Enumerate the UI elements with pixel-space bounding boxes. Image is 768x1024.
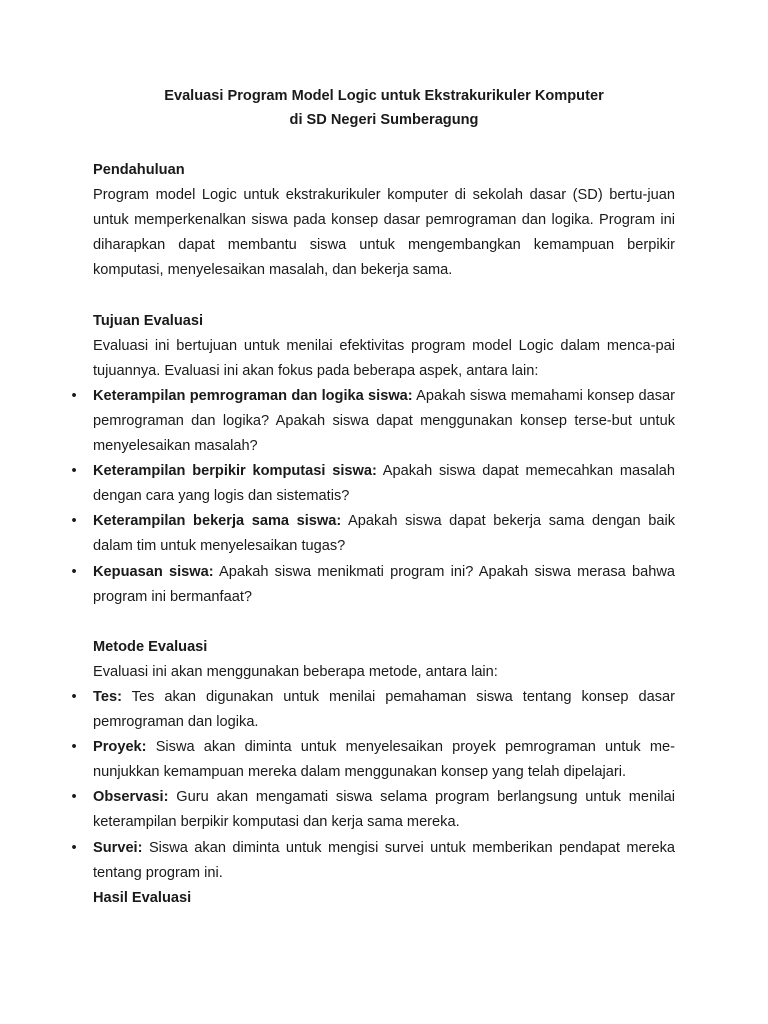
section-heading-hasil: Hasil Evaluasi [93,889,192,906]
list-item [71,384,676,459]
item-label: Kepuasan siswa: [93,563,214,580]
section-heading-tujuan: Tujuan Evaluasi [93,312,204,329]
item-label: Tes: [93,688,122,705]
spacer [93,610,675,635]
bullet-icon: • [71,739,77,756]
list-item [71,560,676,610]
bullet-icon: • [71,463,77,480]
list-item [71,459,675,509]
list-item [71,785,675,835]
list-item [71,836,675,886]
bullet-icon: • [71,563,77,580]
bullet-icon: • [71,839,77,856]
metode-bullet-list [71,685,675,886]
item-label: Keterampilan bekerja sama siswa: [93,513,342,530]
item-text: Tes akan digunakan untuk menilai pemahaman siswa tentang konsep dasar pemrograman dan logika. [93,688,675,731]
spacer [93,283,675,308]
paragraph-tujuan: Evaluasi ini bertujuan untuk menilai efektivitas program model Logic dalam menca-pai tujuannya. Evaluasi ini akan fokus pada beberapa aspek, antara lain: [93,337,675,379]
item-label: Observasi: [93,789,169,806]
item-text: Apakah siswa menikmati program ini? Apakah siswa merasa bahwa program ini bermanfaat? [93,563,676,605]
item-text: Apakah siswa memahami konsep dasar pemrograman dan logika? Apakah siswa dapat menggunakan konsep terse-but untuk menyelesaikan masalah? [93,387,676,455]
section-heading-pendahuluan: Pendahuluan [93,162,185,178]
item-label: Proyek: [93,739,147,756]
list-item [71,685,675,735]
document-title-line2: di SD Negeri Sumberagung [289,112,479,128]
paragraph-pendahuluan: Program model Logic untuk ekstrakurikuler komputer di sekolah dasar (SD) bertu-juan untuk memperkenalkan siswa pada konsep dasar pemrograman dan logika. Program ini diharapkan dapat membantu siswa untuk mengembangkan kemampuan berpikir komputasi, menyelesaikan masalah, dan bekerja sama. [93,187,675,279]
item-text: Apakah siswa dapat memecahkan masalah dengan cara yang logis dan sistematis? [93,463,675,505]
item-text: Guru akan mengamati siswa selama program berlangsung untuk menilai keterampilan berpikir komputasi dan kerja sama mereka. [93,789,675,831]
paragraph-metode: Evaluasi ini akan menggunakan beberapa metode, antara lain: [93,663,498,680]
item-label: Survei: [93,839,143,856]
bullet-icon: • [71,688,77,705]
item-label: Keterampilan berpikir komputasi siswa: [93,463,377,480]
bullet-icon: • [71,513,77,530]
bullet-icon: • [71,789,77,806]
list-item [71,735,675,785]
item-text: Siswa akan diminta untuk menyelesaikan proyek pemrograman untuk me-nunjukkan kemampuan mereka dalam menggunakan konsep yang telah dipelajari. [93,739,675,781]
document-body [71,158,676,911]
item-label: Keterampilan pemrograman dan logika siswa: [93,387,413,404]
tujuan-bullet-list [71,384,676,610]
document-title-line1: Evaluasi Program Model Logic untuk Ekstrakurikuler Komputer [164,88,604,104]
item-text: Siswa akan diminta untuk mengisi survei untuk memberikan pendapat mereka tentang program ini. [93,839,675,881]
bullet-icon: • [71,387,77,404]
section-heading-metode: Metode Evaluasi [93,638,208,655]
list-item [71,509,676,559]
item-text: Apakah siswa dapat bekerja sama dengan baik dalam tim untuk menyelesaikan tugas? [93,513,676,555]
